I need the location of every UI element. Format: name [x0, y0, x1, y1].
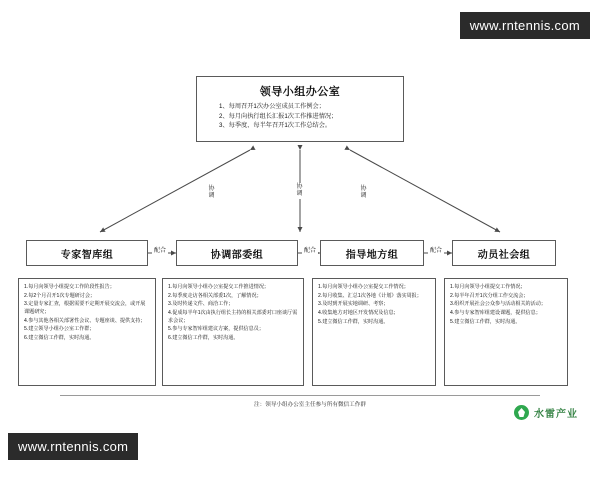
leadership-office-node [196, 76, 404, 142]
footer-note: 注：领导小组办公室主任参与所有微信工作群 [254, 402, 366, 408]
group-item: 5.建立微信工作群，实时沟通。 [450, 318, 521, 325]
group-item: 1.每月向领导小组提交工作情况； [450, 284, 526, 290]
group-item: 4.参与专家智库组建设课题，提供信息； [450, 309, 541, 316]
group-item: 1.每月向领导小组办公室提交工作推进情况； [168, 284, 270, 290]
group-item: 5.建立领导小组办公室工作群； [24, 326, 95, 333]
group-item: 2.每季度走访各相关部委1次，了解情况； [168, 292, 262, 299]
note-divider [60, 395, 540, 396]
leadership-office-line: 3、每季度、每半年召开1次工作总结会。 [219, 122, 332, 130]
group-item: 5.参与专家智库组建议方案，提供信息员； [168, 326, 264, 333]
group-item: 1.每月向领导小组提交工作阶段性报告； [24, 284, 115, 290]
leadership-office-details [205, 102, 395, 131]
group-item: 2.每月收集、汇总1次各地《计划》落实周报； [318, 292, 422, 299]
group-body-local [312, 278, 436, 386]
group-item: 2.每2个月召开1次专题研讨会； [24, 292, 96, 299]
group-body-coordination [162, 278, 304, 386]
group-title-coordination: 协调部委组 [176, 240, 298, 266]
group-item: 3.及时到开展实地调研、考察； [318, 301, 389, 308]
group-title-expert: 专家智库组 [26, 240, 148, 266]
group-item: 1.每月向领导小组办公室提交工作情况； [318, 284, 409, 290]
watermark-top: www.rntennis.com [460, 12, 590, 39]
brand-badge [514, 405, 578, 420]
group-body-expert [18, 278, 156, 386]
connector-label-coordination-right: 协调 [357, 185, 370, 201]
group-item: 4.促成每半年1次由执行组长主持的相关部委对口座谈厅需求会议； [168, 309, 298, 324]
connector-label-coordination-left: 协调 [205, 185, 218, 201]
leadership-office-line: 1、每周召开1次办公室成员工作例会； [219, 103, 325, 110]
group-item: 6.建立微信工作群，实时沟通。 [168, 334, 239, 341]
group-item: 3.及时传递文件、商洽工作； [168, 301, 234, 308]
group-title-local: 指导地方组 [320, 240, 424, 266]
group-title-social: 动员社会组 [452, 240, 556, 266]
leadership-office-line: 2、每月向执行组长汇报1次工作推进情况； [219, 112, 338, 120]
leaf-icon [514, 405, 529, 420]
group-item: 3.组织开展社会公众参与活动相关的活动； [450, 301, 546, 308]
connector-label-cooperation-3: 配合 [430, 248, 443, 254]
watermark-bottom: www.rntennis.com [8, 433, 138, 460]
group-item: 3.定量专家汇查，根据需要不定期开展交流会，或开展课题研究； [24, 301, 146, 315]
group-item: 4.参与其他各相关部署性会议、专题座谈、提供支持； [24, 317, 146, 324]
leadership-office-title: 领导小组办公室 [259, 86, 341, 98]
group-item: 6.建立微信工作群，实时沟通。 [24, 334, 95, 341]
group-item: 4.收集地方对地区开发情况及信息； [318, 309, 399, 316]
connector-label-cooperation-2: 配合 [304, 248, 317, 254]
group-body-social [444, 278, 568, 386]
connector-label-coordination-center: 协调 [293, 183, 306, 199]
brand-text: 水雷产业 [534, 409, 578, 420]
connector-label-cooperation-1: 配合 [154, 248, 167, 254]
group-item: 5.建立微信工作群，实时沟通。 [318, 318, 389, 325]
group-item: 2.每半年召开1次分组工作交流会； [450, 292, 529, 299]
